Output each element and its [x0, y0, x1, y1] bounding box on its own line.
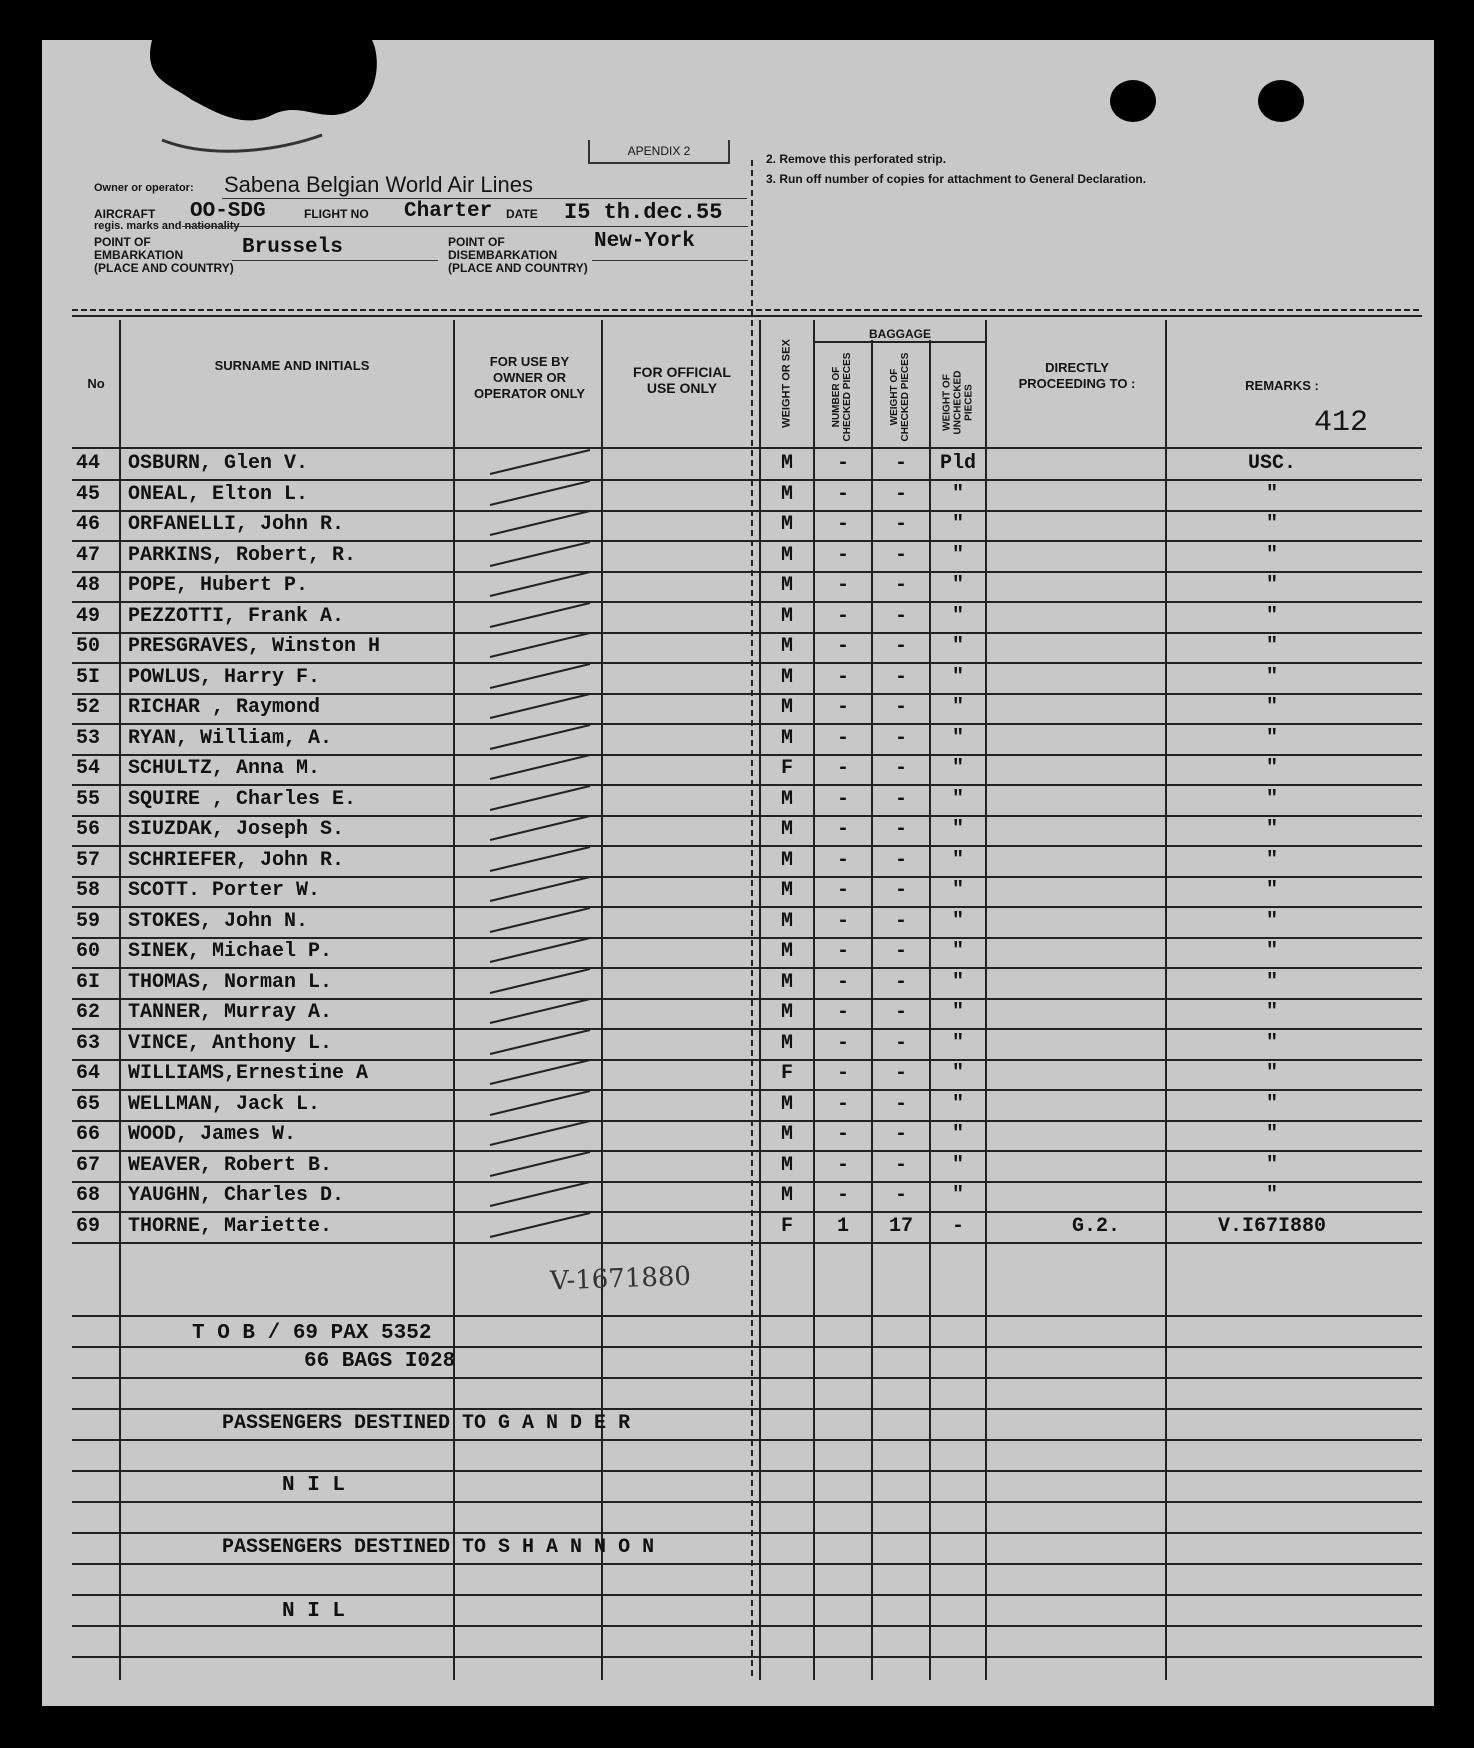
row-checked-pieces: - — [836, 1093, 849, 1116]
row-number: 58 — [76, 879, 101, 902]
row-checked-weight: - — [894, 727, 907, 750]
check-stroke — [490, 725, 590, 749]
manifest-sheet — [42, 40, 1434, 1706]
row-checked-pieces: - — [836, 1032, 849, 1055]
row-checked-pieces: - — [836, 696, 849, 719]
page-number: 412 — [1314, 406, 1369, 440]
row-checked-pieces: - — [836, 574, 849, 597]
row-sex: M — [780, 1032, 793, 1055]
passenger-name: ORFANELLI, John R. — [128, 513, 345, 536]
row-unchecked-weight: " — [951, 849, 964, 872]
row-number: 47 — [76, 544, 101, 567]
row-remarks: " — [1265, 788, 1278, 811]
row-sex: F — [780, 1215, 793, 1238]
row-sex: F — [780, 757, 793, 780]
check-stroke — [490, 633, 590, 657]
row-checked-pieces: - — [836, 1123, 849, 1146]
row-number: 67 — [76, 1154, 101, 1177]
row-checked-pieces: - — [836, 1154, 849, 1177]
row-checked-weight: - — [894, 1032, 907, 1055]
row-checked-weight: - — [894, 1001, 907, 1024]
passenger-name: SINEK, Michael P. — [128, 940, 333, 963]
row-remarks: " — [1265, 940, 1278, 963]
row-unchecked-weight: " — [951, 605, 964, 628]
row-checked-pieces: - — [836, 757, 849, 780]
row-remarks: USC. — [1247, 452, 1296, 475]
row-sex: F — [780, 1062, 793, 1085]
check-stroke — [490, 664, 590, 688]
row-number: 53 — [76, 727, 101, 750]
row-checked-weight: - — [894, 452, 907, 475]
embark-value: Brussels — [242, 236, 343, 259]
row-checked-weight: - — [894, 1184, 907, 1207]
row-unchecked-weight: " — [951, 1184, 964, 1207]
row-sex: M — [780, 727, 793, 750]
passenger-name: STOKES, John N. — [128, 910, 309, 933]
row-unchecked-weight: " — [951, 513, 964, 536]
check-stroke — [490, 938, 590, 962]
check-stroke — [490, 877, 590, 901]
row-checked-weight: - — [894, 818, 907, 841]
check-stroke — [490, 1030, 590, 1054]
row-number: 54 — [76, 757, 101, 780]
row-checked-pieces: - — [836, 971, 849, 994]
check-stroke — [490, 603, 590, 627]
row-checked-weight: - — [894, 666, 907, 689]
row-checked-weight: - — [894, 1154, 907, 1177]
row-checked-pieces: - — [836, 727, 849, 750]
row-sex: M — [780, 1093, 793, 1116]
row-number: 55 — [76, 788, 101, 811]
row-remarks: " — [1265, 1062, 1278, 1085]
passenger-name: SCHULTZ, Anna M. — [128, 757, 321, 780]
row-remarks: " — [1265, 1123, 1278, 1146]
check-stroke — [490, 908, 590, 932]
row-sex: M — [780, 971, 793, 994]
passenger-name: WEAVER, Robert B. — [128, 1154, 333, 1177]
col-official-use: FOR OFFICIAL USE ONLY — [633, 364, 731, 396]
row-number: 49 — [76, 605, 101, 628]
passenger-name: ONEAL, Elton L. — [128, 483, 309, 506]
row-unchecked-weight: " — [951, 1093, 964, 1116]
row-checked-pieces: - — [836, 879, 849, 902]
row-checked-pieces: - — [836, 818, 849, 841]
check-stroke — [490, 969, 590, 993]
check-stroke — [490, 1091, 590, 1115]
row-number: 5I — [76, 666, 101, 689]
owner-label: Owner or operator: — [94, 182, 194, 194]
summary-line-2: 66 BAGS I028 — [304, 1350, 456, 1373]
passenger-name: PRESGRAVES, Winston H — [128, 635, 381, 658]
check-stroke — [490, 572, 590, 596]
row-checked-weight: - — [894, 1123, 907, 1146]
row-unchecked-weight: - — [951, 1215, 964, 1238]
embark-label-1: POINT OF — [94, 235, 151, 249]
row-remarks: " — [1265, 635, 1278, 658]
passenger-name: WILLIAMS,Ernestine A — [128, 1062, 369, 1085]
appendix-box — [588, 140, 730, 164]
row-number: 46 — [76, 513, 101, 536]
col-weight-sex: WEIGHT OR SEX — [780, 339, 793, 428]
row-number: 6I — [76, 971, 101, 994]
row-remarks: " — [1265, 483, 1278, 506]
check-stroke — [490, 542, 590, 566]
row-remarks: " — [1265, 574, 1278, 597]
row-number: 63 — [76, 1032, 101, 1055]
row-number: 60 — [76, 940, 101, 963]
date-value: I5 th.dec.55 — [564, 200, 723, 225]
col-baggage: BAGGAGE — [868, 327, 931, 341]
passenger-name: VINCE, Anthony L. — [128, 1032, 333, 1055]
row-unchecked-weight: " — [951, 727, 964, 750]
row-remarks: V.I67I880 — [1217, 1215, 1327, 1238]
row-sex: M — [780, 696, 793, 719]
row-number: 56 — [76, 818, 101, 841]
row-checked-pieces: - — [836, 513, 849, 536]
check-stroke — [490, 1152, 590, 1176]
row-unchecked-weight: " — [951, 788, 964, 811]
row-number: 57 — [76, 849, 101, 872]
row-unchecked-weight: " — [951, 1123, 964, 1146]
row-remarks: " — [1265, 1001, 1278, 1024]
row-checked-weight: - — [894, 635, 907, 658]
disembark-label-2: DISEMBARKATION — [448, 248, 558, 262]
passenger-name: TANNER, Murray A. — [128, 1001, 333, 1024]
passenger-name: SCOTT. Porter W. — [128, 879, 321, 902]
check-stroke — [490, 999, 590, 1023]
row-unchecked-weight: " — [951, 544, 964, 567]
row-sex: M — [780, 879, 793, 902]
row-sex: M — [780, 1154, 793, 1177]
row-unchecked-weight: " — [951, 1032, 964, 1055]
passenger-name: WELLMAN, Jack L. — [128, 1093, 321, 1116]
row-unchecked-weight: " — [951, 1062, 964, 1085]
shannon-nil: N I L — [282, 1600, 346, 1623]
row-unchecked-weight: " — [951, 1001, 964, 1024]
row-remarks: " — [1265, 757, 1278, 780]
date-label: DATE — [506, 207, 538, 221]
row-unchecked-weight: " — [951, 910, 964, 933]
col-weight-unchecked: WEIGHT OF UNCHECKED PIECES — [941, 370, 975, 435]
row-proceeding: G.2. — [1072, 1215, 1121, 1238]
row-remarks: " — [1265, 849, 1278, 872]
row-remarks: " — [1265, 1184, 1278, 1207]
row-unchecked-weight: " — [951, 696, 964, 719]
row-sex: M — [780, 849, 793, 872]
row-number: 69 — [76, 1215, 101, 1238]
check-stroke — [490, 694, 590, 718]
row-sex: M — [780, 788, 793, 811]
passenger-name: PEZZOTTI, Frank A. — [128, 605, 345, 628]
row-sex: M — [780, 1001, 793, 1024]
row-checked-pieces: - — [836, 666, 849, 689]
row-number: 64 — [76, 1062, 101, 1085]
row-sex: M — [780, 483, 793, 506]
passenger-name: WOOD, James W. — [128, 1123, 297, 1146]
row-checked-pieces: - — [836, 1001, 849, 1024]
row-remarks: " — [1265, 696, 1278, 719]
row-sex: M — [780, 544, 793, 567]
row-number: 65 — [76, 1093, 101, 1116]
passenger-name: SQUIRE , Charles E. — [128, 788, 357, 811]
gander-heading: PASSENGERS DESTINED TO G A N D E R — [222, 1412, 631, 1435]
passenger-name: THORNE, Mariette. — [128, 1215, 333, 1238]
row-sex: M — [780, 635, 793, 658]
row-number: 48 — [76, 574, 101, 597]
row-remarks: " — [1265, 605, 1278, 628]
row-remarks: " — [1265, 513, 1278, 536]
row-checked-weight: - — [894, 849, 907, 872]
col-no: No — [87, 376, 105, 391]
flight-value: Charter — [404, 200, 493, 223]
row-sex: M — [780, 452, 793, 475]
row-sex: M — [780, 940, 793, 963]
row-sex: M — [780, 1123, 793, 1146]
row-checked-weight: - — [894, 544, 907, 567]
row-checked-weight: - — [894, 696, 907, 719]
owner-value: Sabena Belgian World Air Lines — [224, 172, 534, 197]
row-remarks: " — [1265, 879, 1278, 902]
check-stroke — [490, 511, 590, 535]
col-remarks: REMARKS : — [1245, 378, 1319, 393]
row-unchecked-weight: " — [951, 940, 964, 963]
passenger-name: SCHRIEFER, John R. — [128, 849, 345, 872]
row-checked-weight: - — [894, 1093, 907, 1116]
passenger-name: POWLUS, Harry F. — [128, 666, 321, 689]
check-stroke — [490, 847, 590, 871]
row-checked-weight: - — [894, 605, 907, 628]
row-unchecked-weight: " — [951, 483, 964, 506]
row-checked-weight: - — [894, 757, 907, 780]
disembark-label-1: POINT OF — [448, 235, 505, 249]
appendix-label: APENDIX 2 — [627, 144, 691, 158]
instruction-2: 2. Remove this perforated strip. — [766, 152, 947, 166]
row-unchecked-weight: " — [951, 666, 964, 689]
row-remarks: " — [1265, 1093, 1278, 1116]
row-checked-weight: - — [894, 483, 907, 506]
row-sex: M — [780, 574, 793, 597]
row-unchecked-weight: " — [951, 574, 964, 597]
row-checked-weight: - — [894, 788, 907, 811]
row-sex: M — [780, 513, 793, 536]
summary-line-1: T O B / 69 PAX 5352 — [192, 1322, 432, 1345]
row-number: 45 — [76, 483, 101, 506]
flight-label: FLIGHT NO — [304, 207, 369, 221]
row-remarks: " — [1265, 910, 1278, 933]
row-remarks: " — [1265, 727, 1278, 750]
aircraft-sublabel: regis. marks and nationality — [94, 220, 240, 232]
form-grid — [42, 40, 1434, 1706]
passenger-name: OSBURN, Glen V. — [128, 452, 309, 475]
col-proceeding: DIRECTLY PROCEEDING TO : — [1018, 360, 1136, 391]
passenger-name: SIUZDAK, Joseph S. — [128, 818, 345, 841]
row-checked-pieces: - — [836, 452, 849, 475]
row-sex: M — [780, 818, 793, 841]
row-checked-weight: - — [894, 1062, 907, 1085]
row-sex: M — [780, 605, 793, 628]
row-number: 66 — [76, 1123, 101, 1146]
row-checked-pieces: - — [836, 1184, 849, 1207]
aircraft-label: AIRCRAFT — [94, 207, 156, 221]
row-checked-pieces: - — [836, 544, 849, 567]
disembark-value: New-York — [594, 230, 695, 253]
row-remarks: " — [1265, 1154, 1278, 1177]
col-weight-checked: WEIGHT OF CHECKED PIECES — [889, 352, 911, 442]
row-checked-pieces: 1 — [836, 1215, 849, 1238]
row-unchecked-weight: " — [951, 635, 964, 658]
row-unchecked-weight: " — [951, 818, 964, 841]
row-remarks: " — [1265, 1032, 1278, 1055]
row-unchecked-weight: " — [951, 757, 964, 780]
row-checked-weight: 17 — [888, 1215, 913, 1238]
shannon-heading: PASSENGERS DESTINED TO S H A N N O N — [222, 1536, 655, 1559]
check-stroke — [490, 1213, 590, 1237]
passenger-name: PARKINS, Robert, R. — [128, 544, 357, 567]
check-stroke — [490, 450, 590, 474]
passenger-name: RICHAR , Raymond — [128, 696, 321, 719]
col-owner-use: FOR USE BY OWNER OR OPERATOR ONLY — [473, 354, 585, 401]
row-number: 68 — [76, 1184, 101, 1207]
row-checked-weight: - — [894, 574, 907, 597]
row-remarks: " — [1265, 971, 1278, 994]
gander-nil: N I L — [282, 1474, 346, 1497]
row-checked-pieces: - — [836, 1062, 849, 1085]
instruction-3: 3. Run off number of copies for attachment to General Declaration. — [766, 172, 1147, 186]
row-remarks: " — [1265, 544, 1278, 567]
col-surname: SURNAME AND INITIALS — [214, 358, 370, 373]
row-checked-pieces: - — [836, 788, 849, 811]
row-checked-weight: - — [894, 910, 907, 933]
row-checked-pieces: - — [836, 483, 849, 506]
row-checked-weight: - — [894, 940, 907, 963]
row-checked-pieces: - — [836, 635, 849, 658]
check-stroke — [490, 1060, 590, 1084]
row-checked-pieces: - — [836, 605, 849, 628]
row-sex: M — [780, 1184, 793, 1207]
row-remarks: " — [1265, 666, 1278, 689]
row-sex: M — [780, 910, 793, 933]
row-checked-pieces: - — [836, 910, 849, 933]
row-unchecked-weight: " — [951, 1154, 964, 1177]
row-checked-pieces: - — [836, 940, 849, 963]
disembark-label-3: (PLACE AND COUNTRY) — [448, 261, 588, 275]
embark-label-2: EMBARKATION — [94, 248, 184, 262]
passenger-name: THOMAS, Norman L. — [128, 971, 333, 994]
passenger-name: RYAN, William, A. — [128, 727, 333, 750]
row-checked-weight: - — [894, 513, 907, 536]
row-remarks: " — [1265, 818, 1278, 841]
check-stroke — [490, 481, 590, 505]
check-stroke — [490, 816, 590, 840]
row-number: 44 — [76, 452, 101, 475]
row-sex: M — [780, 666, 793, 689]
check-stroke — [490, 786, 590, 810]
handwritten-passport-note: V-1671880 — [549, 1261, 692, 1297]
check-stroke — [490, 1121, 590, 1145]
row-unchecked-weight: Pld — [939, 452, 976, 475]
row-checked-weight: - — [894, 971, 907, 994]
embark-label-3: (PLACE AND COUNTRY) — [94, 261, 234, 275]
row-number: 50 — [76, 635, 101, 658]
row-unchecked-weight: " — [951, 879, 964, 902]
check-stroke — [490, 1182, 590, 1206]
passenger-name: YAUGHN, Charles D. — [128, 1184, 345, 1207]
check-stroke — [490, 755, 590, 779]
passenger-name: POPE, Hubert P. — [128, 574, 309, 597]
row-checked-weight: - — [894, 879, 907, 902]
row-number: 59 — [76, 910, 101, 933]
row-checked-pieces: - — [836, 849, 849, 872]
col-num-checked: NUMBER OF CHECKED PIECES — [831, 352, 853, 442]
row-number: 62 — [76, 1001, 101, 1024]
aircraft-value: OO-SDG — [190, 200, 266, 223]
row-number: 52 — [76, 696, 101, 719]
row-unchecked-weight: " — [951, 971, 964, 994]
